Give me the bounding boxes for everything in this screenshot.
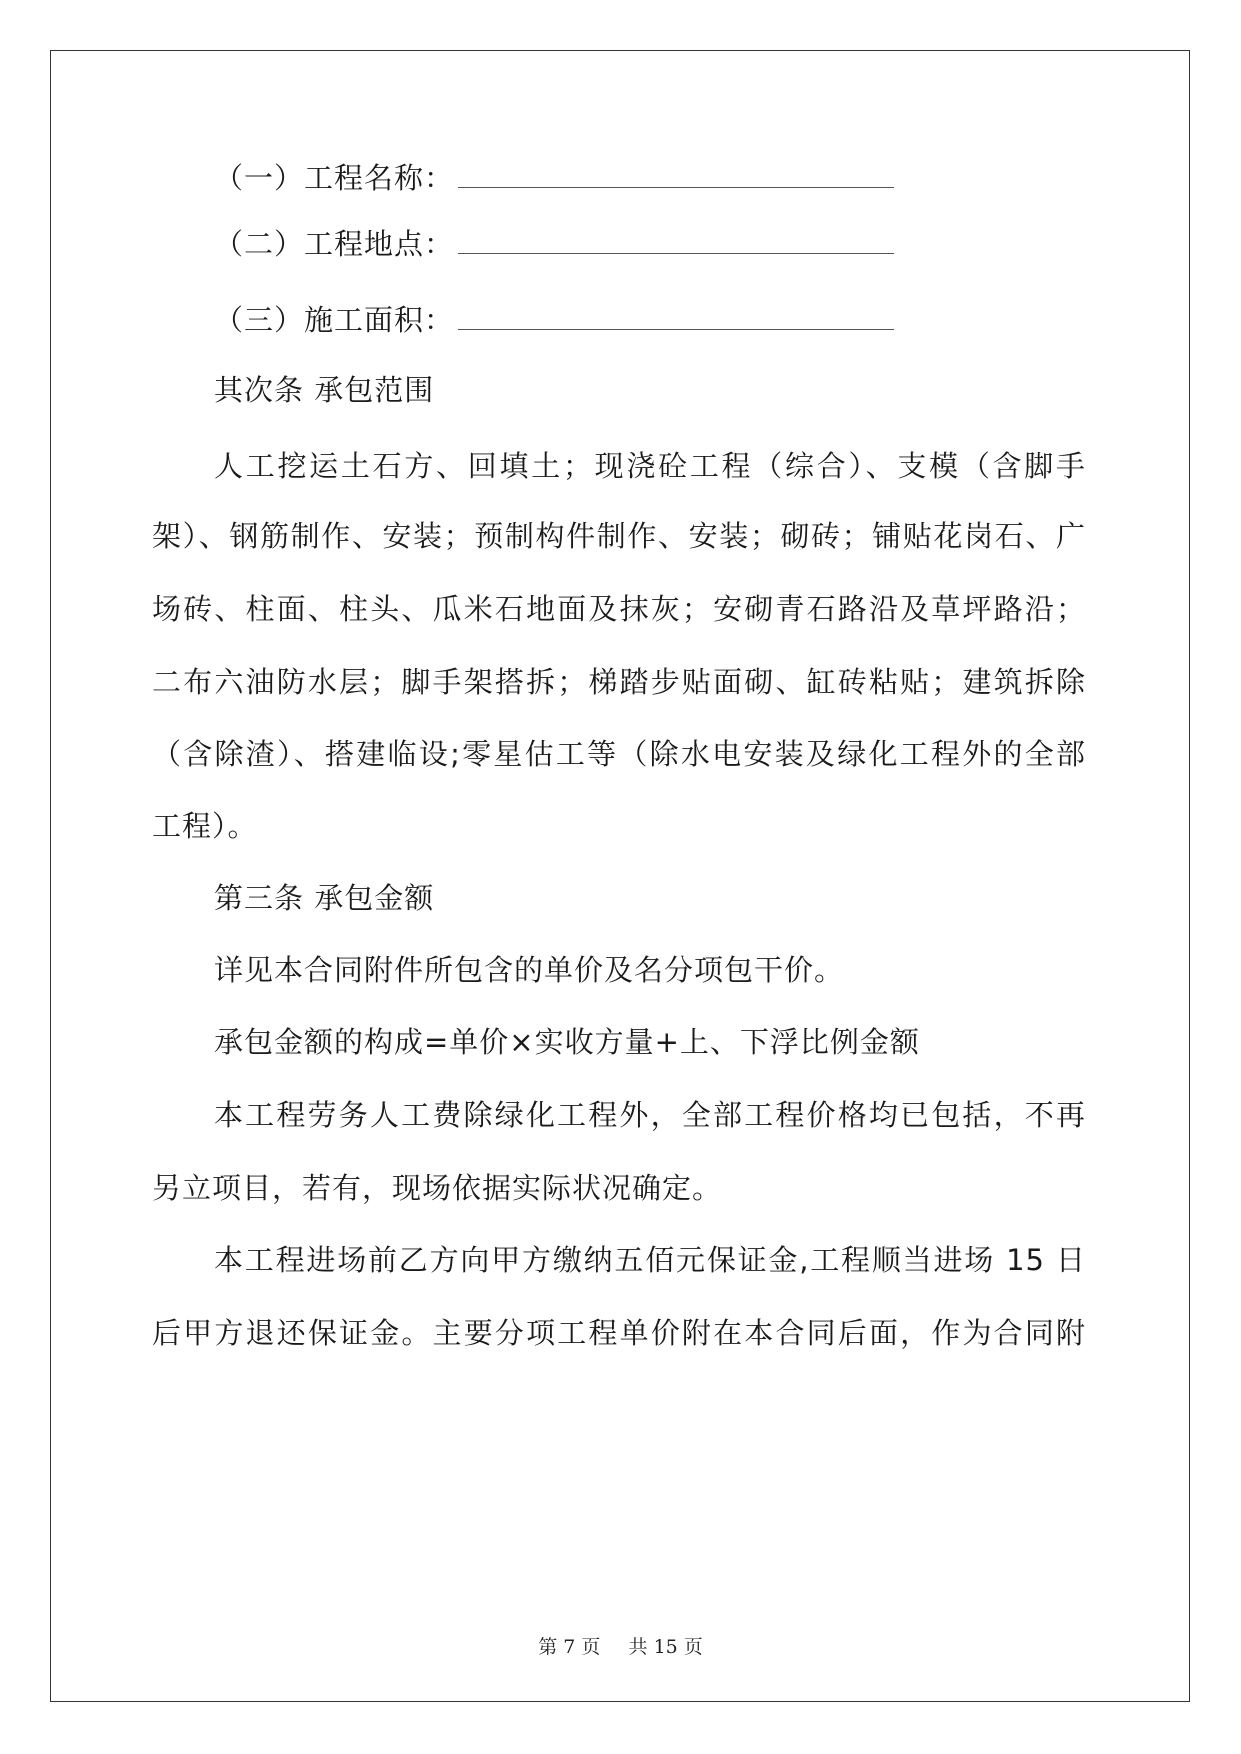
field-project-location (152, 224, 1086, 264)
article3-paragraph: 本工程劳务人工费除绿化工程外，全部工程价格均已包括，不再 (214, 1098, 1086, 1132)
article3-formula: 承包金额的构成=单价×实收方量+上、下浮比例金额 (214, 1025, 920, 1059)
field-construction-area (152, 300, 1086, 340)
article2-title: 其次条 承包范围 (214, 373, 435, 407)
article3-paragraph: 本工程进场前乙方向甲方缴纳五佰元保证金,工程顺当进场 15 日 (214, 1243, 1086, 1277)
article2-line: 二布六油防水层；脚手架搭拆；梯踏步贴面砌、缸砖粘贴；建筑拆除 (152, 665, 1086, 699)
field-project-name (152, 158, 1086, 198)
article3-paragraph: 后甲方退还保证金。主要分项工程单价附在本合同后面，作为合同附 (152, 1316, 1086, 1350)
article2-line: 场砖、柱面、柱头、瓜米石地面及抹灰；安砌青石路沿及草坪路沿； (152, 592, 1086, 626)
field-label: （二）工程地点： (214, 227, 455, 261)
field-label: （一）工程名称： (214, 161, 455, 195)
article2-line: （含除渣）、搭建临设;零星估工等（除水电安装及绿化工程外的全部 (152, 737, 1086, 771)
article2-line: 架）、钢筋制作、安装；预制构件制作、安装；砌砖；铺贴花岗石、广 (152, 519, 1086, 553)
blank-line (458, 301, 894, 330)
article2-line: 人工挖运土石方、回填土；现浇砼工程（综合）、支模（含脚手 (214, 449, 1086, 483)
field-label: （三）施工面积： (214, 303, 455, 337)
article3-paragraph: 详见本合同附件所包含的单价及名分项包干价。 (214, 953, 845, 987)
article3-title: 第三条 承包金额 (214, 881, 435, 915)
page-footer (0, 1632, 1241, 1659)
page-number: 第 7 页 (538, 1636, 601, 1658)
blank-line (458, 159, 894, 188)
blank-line (458, 225, 894, 254)
page-border (50, 50, 1190, 1702)
page-total: 共 15 页 (628, 1636, 703, 1658)
article2-line: 工程）。 (152, 809, 258, 843)
article3-paragraph: 另立项目，若有，现场依据实际状况确定。 (152, 1171, 723, 1205)
